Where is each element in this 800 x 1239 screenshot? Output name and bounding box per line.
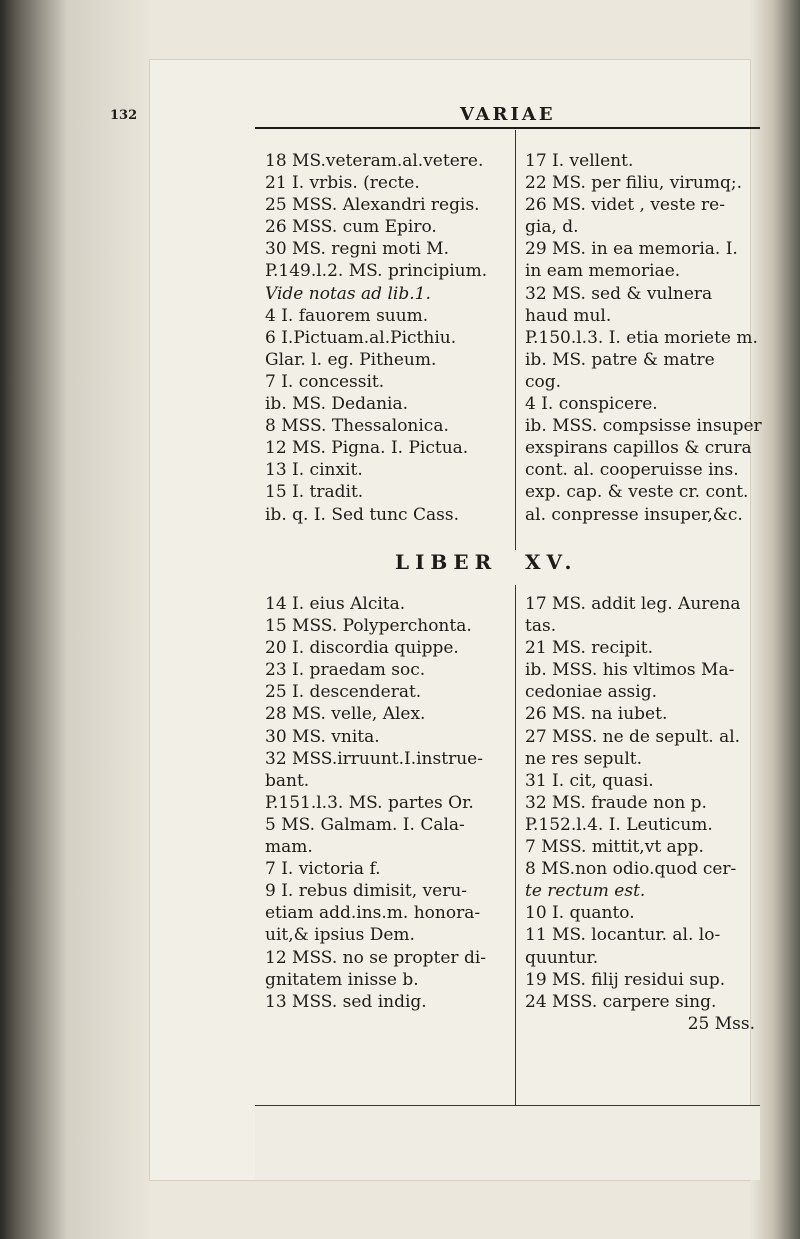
left-column-top	[265, 150, 510, 526]
running-head	[110, 104, 760, 128]
line: 15 I. tradit.	[265, 482, 364, 503]
line: 17 I. vellent.	[525, 151, 634, 171]
line: 10 I. quanto.	[525, 903, 635, 924]
line: tas.	[525, 616, 557, 637]
line: te rectum est.	[525, 881, 646, 902]
line: 12 MS. Pigna. I. Pictua.	[265, 438, 469, 459]
line: ib. q. I. Sed tunc Cass.	[265, 504, 459, 525]
line: 30 MS. vnita.	[265, 726, 380, 747]
line: 8 MS.non odio.quod cer-	[525, 859, 737, 880]
line: 7 I. concessit.	[265, 371, 385, 392]
line: 32 MSS.irruunt.I.instrue-	[265, 748, 483, 769]
line: P.149.l.2. MS. principium.	[265, 261, 488, 282]
line: 14 I. eius Alcita.	[265, 594, 406, 614]
line: 23 I. praedam soc.	[265, 660, 426, 681]
line: gnitatem inisse b.	[265, 969, 419, 990]
line: 21 MS. recipit.	[525, 638, 653, 659]
line: 25 I. descenderat.	[265, 682, 422, 703]
line: 4 I. conspicere.	[525, 394, 658, 415]
column-divider	[515, 585, 516, 1105]
line: 30 MS. regni moti M.	[265, 239, 449, 260]
line: 7 MSS. mittit,vt app.	[525, 837, 704, 858]
line: etiam add.ins.m. honora-	[265, 903, 481, 924]
header-rule	[255, 127, 760, 129]
line: 4 I. fauorem suum.	[265, 305, 429, 326]
line: 27 MSS. ne de sepult. al.	[525, 726, 741, 747]
running-title: VARIAE	[460, 104, 556, 125]
line: 21 I. vrbis. (recte.	[265, 173, 420, 194]
right-column-bottom	[525, 593, 765, 1035]
line: P.152.l.4. I. Leuticum.	[525, 814, 713, 835]
line: 8 MSS. Thessalonica.	[265, 416, 449, 437]
line: 26 MS. na iubet.	[525, 704, 668, 725]
line: Vide notas ad lib.1.	[265, 283, 431, 304]
line: 26 MS. videt , veste re-	[525, 195, 725, 216]
line: 31 I. cit, quasi.	[525, 770, 654, 791]
line: cedoniae assig.	[525, 682, 657, 703]
line: 24 MSS. carpere sing.	[525, 991, 717, 1012]
line: 9 I. rebus dimisit, veru-	[265, 881, 468, 902]
scan-binding-shadow	[0, 0, 150, 1239]
line: 25 MSS. Alexandri regis.	[265, 195, 480, 216]
line: 5 MS. Galmam. I. Cala-	[265, 814, 465, 835]
line: 20 I. discordia quippe.	[265, 638, 459, 659]
line: 19 MS. filij residui sup.	[525, 969, 726, 990]
line: al. conpresse insuper,&c.	[525, 504, 743, 525]
line: uit,& ipsius Dem.	[265, 925, 415, 946]
line: ib. MSS. compsisse insuper	[525, 416, 762, 437]
line: 11 MS. locantur. al. lo-	[525, 925, 721, 946]
line: P.151.l.3. MS. partes Or.	[265, 792, 474, 813]
line: gia, d.	[525, 217, 579, 238]
line: cog.	[525, 371, 562, 392]
section-heading-liber: LIBER	[395, 550, 498, 574]
section-heading	[255, 550, 760, 580]
line: quuntur.	[525, 947, 599, 968]
line: 17 MS. addit leg. Aurena	[525, 594, 741, 614]
line: 29 MS. in ea memoria. I.	[525, 239, 738, 260]
line: ib. MS. Dedania.	[265, 394, 409, 415]
right-column-top	[525, 150, 765, 526]
line: 25 Mss.	[687, 1013, 755, 1034]
line: cont. al. cooperuisse ins.	[525, 460, 739, 481]
line: 26 MSS. cum Epiro.	[265, 217, 437, 238]
line: ne res sepult.	[525, 748, 643, 769]
line: 32 MS. fraude non p.	[525, 792, 707, 813]
left-column-bottom	[265, 593, 510, 1013]
line: mam.	[265, 837, 313, 858]
blank-page-area	[255, 1106, 760, 1180]
page-number: 132	[110, 108, 138, 123]
line: 7 I. victoria f.	[265, 859, 381, 880]
line: haud mul.	[525, 305, 612, 326]
line: Glar. l. eg. Pitheum.	[265, 349, 437, 370]
line: 6 I.Pictuam.al.Picthiu.	[265, 327, 457, 348]
line: ib. MS. patre & matre	[525, 349, 715, 370]
line: exp. cap. & veste cr. cont.	[525, 482, 749, 503]
line: P.150.l.3. I. etia moriete m.	[525, 327, 758, 348]
column-divider	[515, 130, 516, 550]
line: 12 MSS. no se propter di-	[265, 947, 487, 968]
section-heading-number: XV.	[525, 550, 578, 574]
line: 32 MS. sed & vulnera	[525, 283, 713, 304]
line: bant.	[265, 770, 310, 791]
line: 22 MS. per filiu, virumq;.	[525, 173, 742, 194]
line: ib. MSS. his vltimos Ma-	[525, 660, 735, 681]
line: 28 MS. velle, Alex.	[265, 704, 426, 725]
line: exspirans capillos & crura	[525, 438, 752, 459]
line: 18 MS.veteram.al.vetere.	[265, 151, 484, 171]
line: 15 MSS. Polyperchonta.	[265, 616, 472, 637]
line: 13 I. cinxit.	[265, 460, 363, 481]
line: in eam memoriae.	[525, 261, 681, 282]
line: 13 MSS. sed indig.	[265, 991, 427, 1012]
